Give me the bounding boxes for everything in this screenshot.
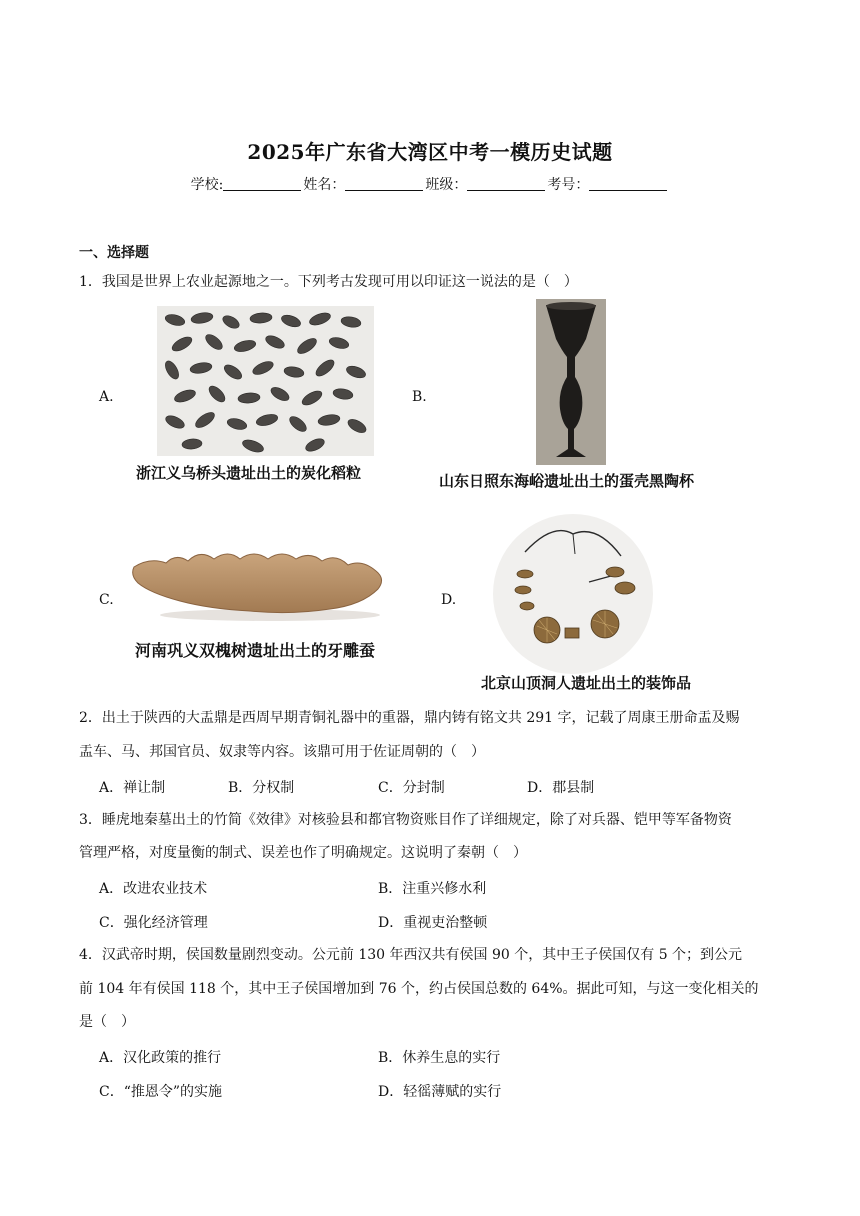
q1-option-a-letter: A. — [99, 389, 114, 405]
q2-option-c[interactable]: C．分封制 — [378, 780, 445, 796]
q3-option-c[interactable]: C．强化经济管理 — [99, 915, 208, 931]
student-info-row — [0, 174, 860, 194]
section-heading: 一、选择题 — [79, 245, 149, 261]
school-label: 学校: — [190, 177, 224, 193]
q1-option-a-caption: 浙江义乌桥头遗址出土的炭化稻粒 — [136, 464, 362, 482]
question-1-stem: 1．我国是世界上农业起源地之一。下列考古发现可用以印证这一说法的是（ ） — [79, 274, 578, 290]
question-4-line-3: 是（ ） — [79, 1014, 135, 1030]
class-label: 班级： — [425, 177, 468, 193]
page-title: 2025年广东省大湾区中考一模历史试题 — [247, 140, 613, 164]
q4-option-c[interactable]: C．“推恩令”的实施 — [99, 1084, 223, 1100]
question-2-line-1: 2．出土于陕西的大盂鼎是西周早期青铜礼器中的重器，鼎内铸有铭文共 291 字，记载了周康王册命盂及赐 — [79, 710, 740, 726]
school-blank[interactable] — [223, 178, 301, 191]
question-3-line-1: 3．睡虎地秦墓出土的竹简《效律》对核验县和都官物资账目作了详细规定，除了对兵器、铠甲等军备物资 — [79, 812, 732, 828]
q4-option-a[interactable]: A．汉化政策的推行 — [99, 1050, 222, 1066]
q2-option-d[interactable]: D．郡县制 — [527, 780, 595, 796]
ivory-silkworm-image — [130, 545, 390, 623]
question-4-line-2: 前 104 年有侯国 118 个，其中王子侯国增加到 76 个，约占侯国总数的 64%。据此可知，与这一变化相关的 — [79, 981, 759, 997]
q2-option-b[interactable]: B．分权制 — [228, 780, 295, 796]
question-2-line-2: 盂车、马、邦国官员、奴隶等内容。该鼎可用于佐证周朝的（ ） — [79, 744, 485, 760]
q4-option-b[interactable]: B．休养生息的实行 — [378, 1050, 501, 1066]
q1-option-b-caption: 山东日照东海峪遗址出土的蛋壳黑陶杯 — [439, 472, 695, 490]
q1-option-b-letter: B. — [412, 389, 427, 405]
question-3-line-2: 管理严格，对度量衡的制式、误差也作了明确规定。这说明了秦朝（ ） — [79, 845, 527, 861]
name-blank[interactable] — [345, 178, 423, 191]
q1-option-c-letter: C. — [99, 592, 114, 608]
name-label: 姓名： — [303, 177, 346, 193]
class-blank[interactable] — [467, 178, 545, 191]
eggshell-black-pottery-image — [536, 299, 606, 465]
q3-option-a[interactable]: A．改进农业技术 — [99, 881, 208, 897]
q4-option-d[interactable]: D．轻徭薄赋的实行 — [378, 1084, 502, 1100]
q2-option-a[interactable]: A．禅让制 — [99, 780, 166, 796]
carbonized-rice-image — [157, 306, 374, 456]
q1-option-c-caption: 河南巩义双槐树遗址出土的牙雕蚕 — [135, 641, 376, 660]
q1-option-d-caption: 北京山顶洞人遗址出土的装饰品 — [481, 674, 692, 692]
q1-option-d-letter: D. — [441, 592, 457, 608]
exam-no-blank[interactable] — [589, 178, 667, 191]
q3-option-b[interactable]: B．注重兴修水利 — [378, 881, 487, 897]
exam-no-label: 考号： — [547, 177, 590, 193]
question-4-line-1: 4．汉武帝时期，侯国数量剧烈变动。公元前 130 年西汉共有侯国 90 个，其中王子侯国仅有 5 个；到公元 — [79, 947, 743, 963]
q3-option-d[interactable]: D．重视吏治整顿 — [378, 915, 488, 931]
ornaments-image — [493, 514, 653, 674]
